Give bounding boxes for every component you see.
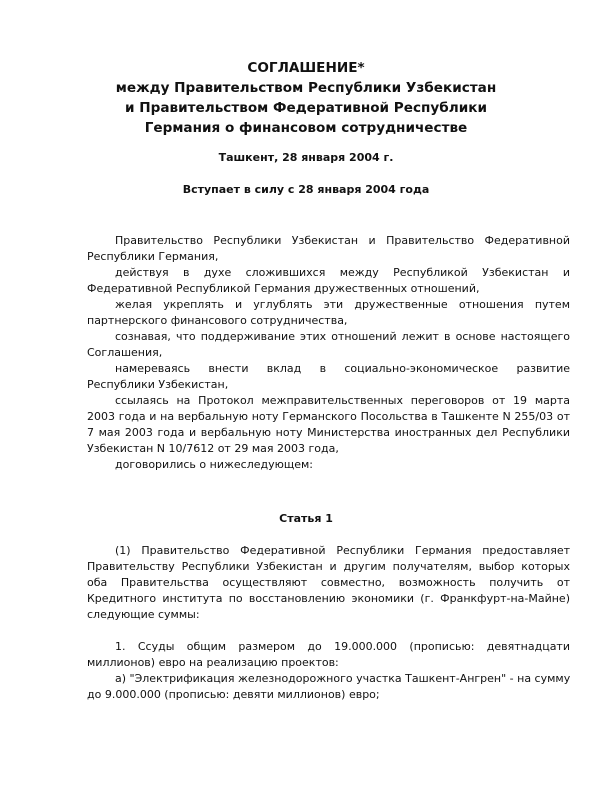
preamble-line: намереваясь внести вклад в социально-экономическое развитие [115, 362, 570, 375]
preamble-line: Республики Узбекистан, [87, 378, 229, 391]
place-date: Ташкент, 28 января 2004 г. [218, 151, 394, 164]
article-heading: Статья 1 [279, 512, 333, 525]
title-line: Германия о финансовом сотрудничестве [144, 120, 468, 136]
preamble-line: 2003 года и на вербальную ноту Германского Посольства в Ташкенте N 255/03 от [87, 410, 570, 423]
preamble-line: Республики Германия, [87, 250, 219, 263]
preamble-line: ссылаясь на Протокол межправительственных переговоров от 19 марта [115, 394, 570, 407]
article-line: следующие суммы: [87, 608, 200, 621]
preamble-line: 7 мая 2003 года и вербальную ноту Министерства иностранных дел Республики [87, 426, 570, 439]
title-line: СОГЛАШЕНИЕ* [247, 60, 365, 76]
article-line: (1) Правительство Федеративной Республики Германия предоставляет [115, 544, 570, 557]
preamble-line: сознавая, что поддерживание этих отношений лежит в основе настоящего [115, 330, 570, 343]
article-line: миллионов) евро на реализацию проектов: [87, 656, 339, 669]
document-title [0, 58, 612, 138]
article-line: до 9.000.000 (прописью: девяти миллионов) евро; [87, 688, 380, 701]
article-line: Правительству Республики Узбекистан и другим получателям, выбор которых [87, 560, 570, 573]
preamble-line: договорились о нижеследующем: [115, 458, 313, 471]
preamble-line: Узбекистан N 10/7612 от 29 мая 2003 года, [87, 442, 339, 455]
effective-date: Вступает в силу с 28 января 2004 года [182, 183, 430, 196]
preamble-line: желая укреплять и углублять эти дружественные отношения путем [115, 298, 570, 311]
article-line: 1. Ссуды общим размером до 19.000.000 (прописью: девятнадцати [115, 640, 570, 653]
preamble-line: Федеративной Республикой Германия дружественных отношений, [87, 282, 480, 295]
preamble-line: Соглашения, [87, 346, 163, 359]
article-line: Кредитного института по восстановлению экономики (г. Франкфурт-на-Майне) [87, 592, 570, 605]
preamble-line: Правительство Республики Узбекистан и Правительство Федеративной [115, 234, 570, 247]
article-line: а) "Электрификация железнодорожного участка Ташкент-Ангрен" - на сумму [115, 672, 570, 685]
title-line: и Правительством Федеративной Республики [124, 100, 488, 116]
title-line: между Правительством Республики Узбекистан [115, 80, 497, 96]
preamble-line: действуя в духе сложившихся между Республикой Узбекистан и [115, 266, 570, 279]
preamble-line: партнерского финансового сотрудничества, [87, 314, 348, 327]
article-line: оба Правительства осуществляют совместно, возможность получить от [87, 576, 570, 589]
